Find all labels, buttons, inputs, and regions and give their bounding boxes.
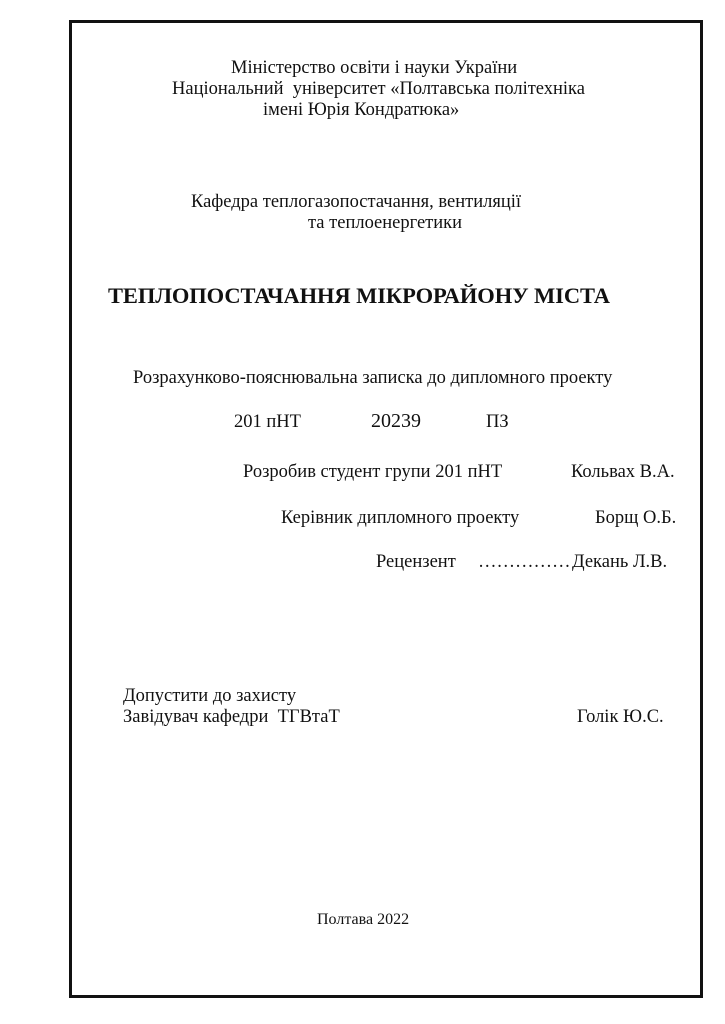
ministry-line: Міністерство освіти і науки України bbox=[231, 58, 518, 78]
signature-name-supervisor: Борщ О.Б. bbox=[595, 508, 677, 528]
department-line-1: Кафедра теплогазопостачання, вентиляції bbox=[191, 192, 522, 212]
footer-city-year: Полтава 2022 bbox=[317, 911, 410, 928]
signature-name-reviewer: Декань Л.В. bbox=[572, 552, 668, 572]
university-line-1: Національний університет «Полтавська політехніка bbox=[172, 79, 585, 99]
university-line-2: імені Юрія Кондратюка» bbox=[263, 100, 460, 120]
signature-name-student: Кольвах В.А. bbox=[571, 462, 675, 482]
signature-dots-reviewer: …………… bbox=[478, 552, 571, 572]
approval-line-1: Допустити до захисту bbox=[123, 686, 297, 706]
signature-role-supervisor: Керівник дипломного проекту bbox=[281, 508, 520, 528]
signature-role-reviewer: Рецензент bbox=[376, 552, 456, 572]
document-title: ТЕПЛОПОСТАЧАННЯ МІКРОРАЙОНУ МІСТА bbox=[108, 283, 610, 308]
code-type: ПЗ bbox=[486, 412, 509, 432]
department-line-2: та теплоенергетики bbox=[308, 213, 463, 233]
document-subtitle: Розрахунково-пояснювальна записка до дипломного проекту bbox=[133, 368, 613, 388]
signature-role-student: Розробив студент групи 201 пНТ bbox=[243, 462, 503, 482]
approval-name: Голік Ю.С. bbox=[577, 707, 664, 727]
code-group: 201 пНТ bbox=[234, 412, 301, 432]
code-number: 20239 bbox=[371, 410, 421, 432]
approval-line-2: Завідувач кафедри ТГВтаТ bbox=[123, 707, 340, 727]
